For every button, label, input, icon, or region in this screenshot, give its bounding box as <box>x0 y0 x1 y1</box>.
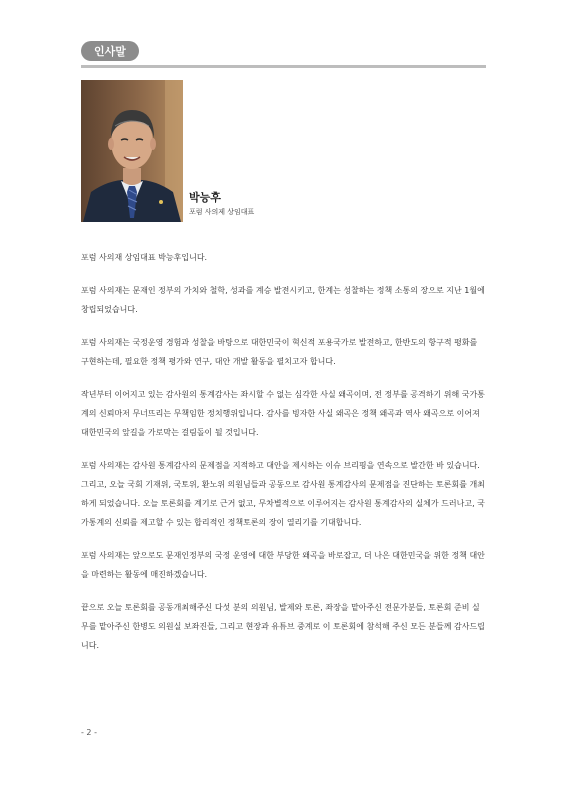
paragraph-3: 포럼 사의재는 국정운영 경험과 성찰을 바탕으로 대한민국이 혁신적 포용국가로 발전하고, 한반도의 항구적 평화를 구현하는데, 필요한 정책 평가와 연구, 대안 개발 활동을 펼치고자 합니다. <box>81 338 478 366</box>
paragraph-2: 포럼 사의재는 문재인 정부의 가치와 철학, 성과를 계승 발전시키고, 한계는 성찰하는 정책 소통의 장으로 지난 1월에 창립되었습니다. <box>81 286 485 314</box>
paragraph-4: 작년부터 이어지고 있는 감사원의 통계감사는 좌시할 수 없는 심각한 사실 왜곡이며, 전 정부를 공격하기 위해 국가통계의 신뢰마저 무너뜨리는 무책임한 정치행위입니다. 감사를 빙자한 사실 왜곡은 정책 왜곡과 역사 왜곡으로 이어져 대한민국의 앞길을 가로막는 걸림돌이 될 것입니다. <box>81 390 485 437</box>
portrait-photo <box>81 80 183 222</box>
profile-name: 박능후 <box>189 191 221 204</box>
page-number: - 2 - <box>81 728 97 737</box>
paragraph-1: 포럼 사의재 상임대표 박능후입니다. <box>81 253 208 262</box>
section-tab-label: 인사말 <box>94 45 126 58</box>
portrait-illustration <box>81 80 183 222</box>
profile-role: 포럼 사의제 상임대표 <box>189 208 255 216</box>
header-rule <box>139 65 486 68</box>
profile-block <box>189 191 254 217</box>
section-tab <box>81 41 139 61</box>
header-rule-left <box>81 65 139 68</box>
paragraph-7: 끝으로 오늘 토론회를 공동개최해주신 다섯 분의 의원님, 발제와 토론, 좌장을 맡아주신 전문가분들, 토론회 준비 실무를 맡아주신 한병도 의원실 보좌진들, 그리고 현장과 유튜브 중계로 이 토론회에 참석해 주신 모든 분들께 감사드립니다. <box>81 603 485 650</box>
paragraph-6: 포럼 사의재는 앞으로도 문재인정부의 국정 운영에 대한 부당한 왜곡을 바로잡고, 더 나은 대한민국을 위한 정책 대안을 마련하는 활동에 매진하겠습니다. <box>81 551 485 579</box>
greeting-body <box>81 248 486 669</box>
paragraph-5: 포럼 사의재는 감사원 통계감사의 문제점을 지적하고 대안을 제시하는 이슈 브리핑을 연속으로 발간한 바 있습니다. 그리고, 오늘 국회 기재위, 국토위, 환노위 의원님들과 공동으로 감사원 통계감사의 문제점을 진단하는 토론회를 개최하게 되었습니다. 오늘 토론회를 계기로 근거 없고, 무차별적으로 이루어지는 감사원 통계감사의 실체가 드러나고, 국가통계의 신뢰를 제고할 수 있는 합리적인 정책토론의 장이 열리기를 기대합니다. <box>81 461 485 527</box>
